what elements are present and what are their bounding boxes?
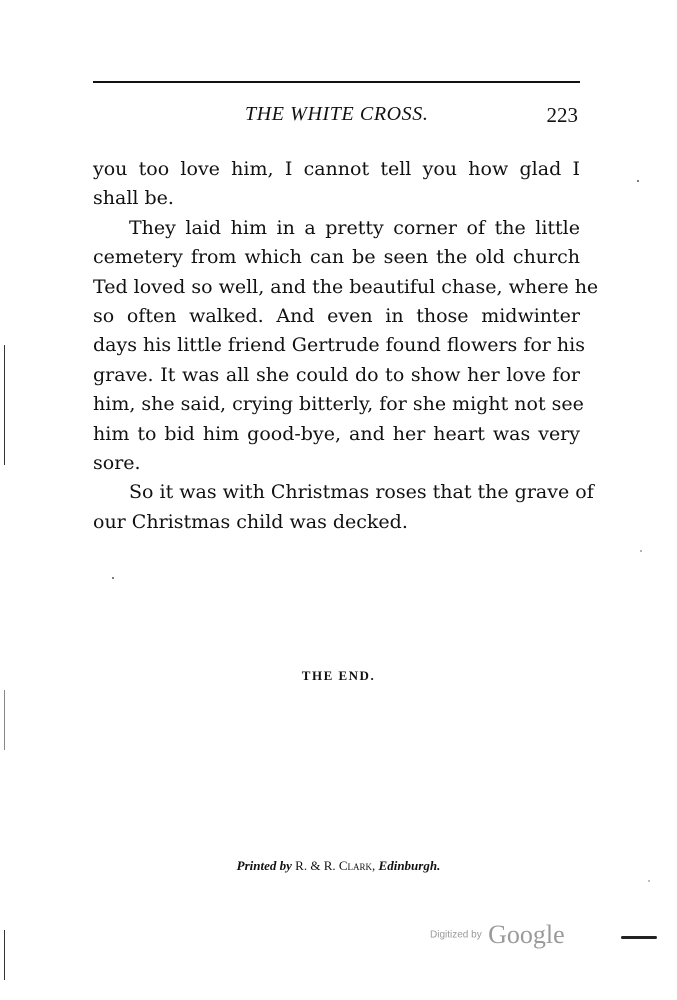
paper-speck [637, 180, 639, 182]
page-edge-line [4, 930, 5, 980]
text-line: him, she said, crying bitterly, for she might not see [93, 393, 584, 416]
text-line: Ted loved so well, and the beautiful chase, where he [93, 275, 599, 298]
printer-imprint [0, 858, 677, 874]
paper-speck [112, 577, 114, 579]
text-line: so often walked. And even in those midwinter [93, 305, 580, 328]
running-head [93, 103, 580, 133]
text-line: They laid him in a pretty corner of the little [129, 216, 580, 239]
text-line: So it was with Christmas roses that the grave of [129, 481, 594, 504]
digitized-by-label: Digitized by [430, 929, 482, 941]
text-line: shall be. [93, 187, 174, 210]
text-line: you too love him, I cannot tell you how glad I [93, 158, 580, 180]
paper-speck [640, 550, 642, 552]
paper-speck [648, 880, 650, 882]
margin-mark [621, 936, 657, 939]
header-rule [93, 81, 580, 83]
page-edge-line [4, 690, 5, 750]
running-title: THE WHITE CROSS. [245, 103, 429, 125]
text-line: our Christmas child was decked. [93, 510, 408, 533]
text-line: him to bid him good-bye, and her heart was very [93, 422, 580, 445]
text-line: days his little friend Gertrude found flowers for his [93, 334, 585, 357]
text-line: grave. It was all she could do to show her love for [93, 363, 580, 386]
printer-place: Edinburgh. [378, 858, 441, 873]
digitized-watermark [430, 920, 565, 950]
printer-name: R. & R. Clark, [295, 858, 376, 873]
page-number: 223 [546, 103, 578, 127]
body-text [93, 155, 599, 537]
google-logo: Google [488, 920, 565, 949]
printed-by-label: Printed by [236, 858, 292, 873]
text-line: cemetery from which can be seen the old church [93, 246, 580, 269]
text-line: sore. [93, 452, 141, 475]
the-end-label: THE END. [301, 668, 376, 683]
page-edge-line [4, 345, 5, 465]
